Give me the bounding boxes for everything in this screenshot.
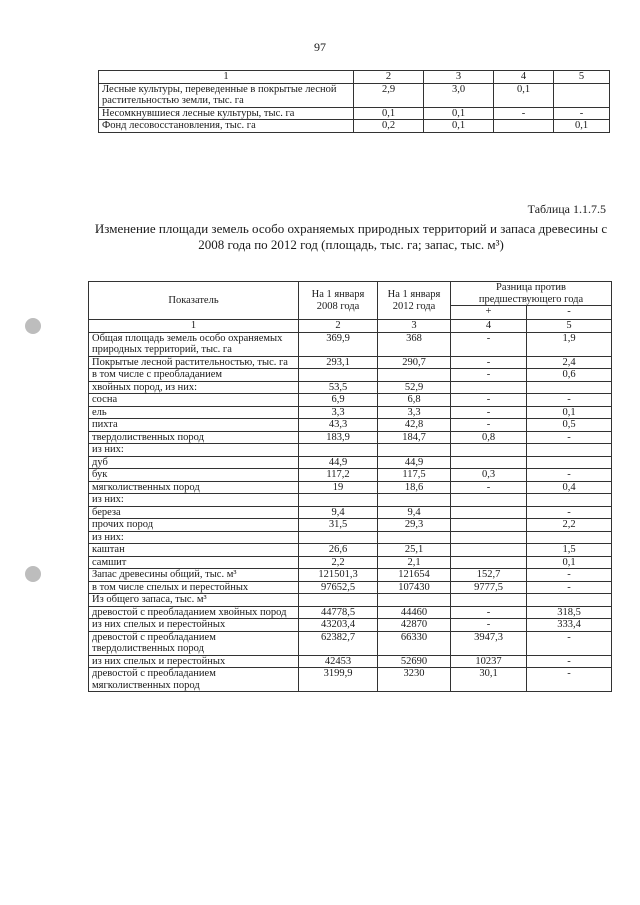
row-label: береза bbox=[89, 506, 299, 519]
value-cell: 318,5 bbox=[527, 606, 612, 619]
header-plus: + bbox=[451, 306, 527, 320]
row-label: твердолиственных пород bbox=[89, 431, 299, 444]
value-cell: 368 bbox=[378, 332, 451, 356]
value-cell: 1,9 bbox=[527, 332, 612, 356]
table-row bbox=[89, 332, 612, 356]
row-label: древостой с преобладанием хвойных пород bbox=[89, 606, 299, 619]
value-cell bbox=[299, 444, 378, 457]
row-label: Общая площадь земель особо охраняемых природных территорий, тыс. га bbox=[89, 332, 299, 356]
table-row bbox=[89, 356, 612, 369]
table-row bbox=[89, 481, 612, 494]
value-cell: 0,8 bbox=[451, 431, 527, 444]
table-row bbox=[89, 381, 612, 394]
value-cell: 1,5 bbox=[527, 544, 612, 557]
table-row bbox=[89, 631, 612, 655]
value-cell: 0,2 bbox=[354, 120, 424, 133]
value-cell: 19 bbox=[299, 481, 378, 494]
value-cell: 3,3 bbox=[299, 406, 378, 419]
value-cell bbox=[378, 531, 451, 544]
row-label: древостой с преобладанием твердолиственных пород bbox=[89, 631, 299, 655]
value-cell: - bbox=[451, 332, 527, 356]
value-cell: - bbox=[451, 406, 527, 419]
value-cell: 0,1 bbox=[494, 83, 554, 107]
value-cell: 10237 bbox=[451, 655, 527, 668]
table-row bbox=[89, 531, 612, 544]
value-cell: - bbox=[451, 606, 527, 619]
table-row bbox=[89, 606, 612, 619]
value-cell: 117,5 bbox=[378, 469, 451, 482]
value-cell: 43203,4 bbox=[299, 619, 378, 632]
table-row bbox=[89, 544, 612, 557]
value-cell: 44,9 bbox=[299, 456, 378, 469]
protected-areas-table bbox=[88, 281, 612, 692]
value-cell: 121501,3 bbox=[299, 569, 378, 582]
table-row bbox=[89, 619, 612, 632]
value-cell: 9,4 bbox=[299, 506, 378, 519]
value-cell: 0,1 bbox=[527, 406, 612, 419]
value-cell: 9777,5 bbox=[451, 581, 527, 594]
value-cell: 2,2 bbox=[299, 556, 378, 569]
value-cell: - bbox=[451, 369, 527, 382]
value-cell: 2,2 bbox=[527, 519, 612, 532]
value-cell: 2,1 bbox=[378, 556, 451, 569]
column-number: 2 bbox=[299, 320, 378, 333]
value-cell: 0,1 bbox=[424, 107, 494, 120]
value-cell: 66330 bbox=[378, 631, 451, 655]
header-difference: Разница против предшествующего года bbox=[451, 282, 612, 306]
value-cell: - bbox=[494, 107, 554, 120]
value-cell bbox=[299, 531, 378, 544]
value-cell: - bbox=[527, 655, 612, 668]
header-jan-2008: На 1 января 2008 года bbox=[299, 282, 378, 320]
value-cell bbox=[299, 369, 378, 382]
row-label: Лесные культуры, переведенные в покрытые лесной растительностью земли, тыс. га bbox=[99, 83, 354, 107]
value-cell bbox=[527, 494, 612, 507]
row-label: Запас древесины общий, тыс. м³ bbox=[89, 569, 299, 582]
value-cell: - bbox=[451, 619, 527, 632]
binder-hole bbox=[25, 566, 41, 582]
value-cell: 43,3 bbox=[299, 419, 378, 432]
row-label: из них спелых и перестойных bbox=[89, 655, 299, 668]
value-cell: 121654 bbox=[378, 569, 451, 582]
table-row bbox=[89, 668, 612, 692]
table-row bbox=[89, 406, 612, 419]
value-cell: 3,3 bbox=[378, 406, 451, 419]
column-number: 4 bbox=[494, 71, 554, 84]
column-number: 3 bbox=[424, 71, 494, 84]
table-row bbox=[99, 83, 610, 107]
value-cell: 152,7 bbox=[451, 569, 527, 582]
value-cell: 62382,7 bbox=[299, 631, 378, 655]
table-row bbox=[89, 519, 612, 532]
value-cell bbox=[378, 494, 451, 507]
value-cell: - bbox=[527, 569, 612, 582]
value-cell: - bbox=[451, 419, 527, 432]
value-cell bbox=[451, 556, 527, 569]
value-cell: - bbox=[451, 394, 527, 407]
value-cell: - bbox=[527, 469, 612, 482]
row-label: дуб bbox=[89, 456, 299, 469]
table-row bbox=[89, 581, 612, 594]
column-number: 1 bbox=[99, 71, 354, 84]
value-cell: 183,9 bbox=[299, 431, 378, 444]
header-jan-2012: На 1 января 2012 года bbox=[378, 282, 451, 320]
row-label: мягколиственных пород bbox=[89, 481, 299, 494]
value-cell: - bbox=[527, 581, 612, 594]
row-label: из них: bbox=[89, 444, 299, 457]
value-cell: - bbox=[554, 107, 610, 120]
table-row bbox=[89, 444, 612, 457]
row-label: сосна bbox=[89, 394, 299, 407]
value-cell bbox=[378, 369, 451, 382]
value-cell: 97652,5 bbox=[299, 581, 378, 594]
value-cell: - bbox=[527, 631, 612, 655]
column-number: 2 bbox=[354, 71, 424, 84]
column-number: 1 bbox=[89, 320, 299, 333]
table-row bbox=[89, 369, 612, 382]
value-cell: 0,1 bbox=[354, 107, 424, 120]
value-cell: - bbox=[527, 394, 612, 407]
value-cell bbox=[299, 494, 378, 507]
value-cell: 42453 bbox=[299, 655, 378, 668]
row-label: Покрытые лесной растительностью, тыс. га bbox=[89, 356, 299, 369]
value-cell: 3,0 bbox=[424, 83, 494, 107]
table-row bbox=[89, 556, 612, 569]
value-cell: 0,1 bbox=[424, 120, 494, 133]
value-cell: 25,1 bbox=[378, 544, 451, 557]
table-row bbox=[89, 419, 612, 432]
value-cell bbox=[494, 120, 554, 133]
value-cell bbox=[378, 594, 451, 607]
value-cell bbox=[378, 444, 451, 457]
table-row bbox=[89, 569, 612, 582]
table-row bbox=[89, 506, 612, 519]
row-label: из них: bbox=[89, 531, 299, 544]
value-cell: 2,9 bbox=[354, 83, 424, 107]
value-cell: 293,1 bbox=[299, 356, 378, 369]
value-cell bbox=[527, 594, 612, 607]
value-cell bbox=[299, 594, 378, 607]
value-cell: 0,5 bbox=[527, 419, 612, 432]
page-number: 97 bbox=[314, 40, 326, 54]
column-number-row bbox=[99, 71, 610, 84]
row-label: бук bbox=[89, 469, 299, 482]
value-cell: 30,1 bbox=[451, 668, 527, 692]
value-cell: - bbox=[527, 668, 612, 692]
header-indicator: Показатель bbox=[89, 282, 299, 320]
value-cell: - bbox=[451, 356, 527, 369]
value-cell: - bbox=[527, 506, 612, 519]
value-cell bbox=[451, 531, 527, 544]
row-label: Несомкнувшиеся лесные культуры, тыс. га bbox=[99, 107, 354, 120]
row-label: Фонд лесовосстановления, тыс. га bbox=[99, 120, 354, 133]
value-cell bbox=[451, 544, 527, 557]
table-row bbox=[99, 107, 610, 120]
value-cell: 9,4 bbox=[378, 506, 451, 519]
row-label: в том числе спелых и перестойных bbox=[89, 581, 299, 594]
value-cell: 44,9 bbox=[378, 456, 451, 469]
value-cell: 44778,5 bbox=[299, 606, 378, 619]
row-label: пихта bbox=[89, 419, 299, 432]
row-label: из них: bbox=[89, 494, 299, 507]
value-cell bbox=[527, 531, 612, 544]
value-cell: 0,4 bbox=[527, 481, 612, 494]
value-cell: 29,3 bbox=[378, 519, 451, 532]
value-cell bbox=[527, 456, 612, 469]
row-label: ель bbox=[89, 406, 299, 419]
value-cell: 3230 bbox=[378, 668, 451, 692]
value-cell: 31,5 bbox=[299, 519, 378, 532]
value-cell bbox=[554, 83, 610, 107]
value-cell: - bbox=[527, 431, 612, 444]
table-row bbox=[99, 120, 610, 133]
value-cell: 369,9 bbox=[299, 332, 378, 356]
value-cell: 117,2 bbox=[299, 469, 378, 482]
row-label: прочих пород bbox=[89, 519, 299, 532]
column-number: 3 bbox=[378, 320, 451, 333]
table-row bbox=[89, 431, 612, 444]
row-label: Из общего запаса, тыс. м³ bbox=[89, 594, 299, 607]
table-label: Таблица 1.1.7.5 bbox=[527, 202, 606, 216]
value-cell: 18,6 bbox=[378, 481, 451, 494]
value-cell: 42870 bbox=[378, 619, 451, 632]
value-cell: 0,6 bbox=[527, 369, 612, 382]
table-row bbox=[89, 494, 612, 507]
row-label: в том числе с преобладанием bbox=[89, 369, 299, 382]
value-cell: - bbox=[451, 481, 527, 494]
value-cell: 333,4 bbox=[527, 619, 612, 632]
row-label: самшит bbox=[89, 556, 299, 569]
value-cell: 52690 bbox=[378, 655, 451, 668]
value-cell bbox=[451, 444, 527, 457]
column-number: 4 bbox=[451, 320, 527, 333]
value-cell bbox=[451, 456, 527, 469]
value-cell bbox=[527, 444, 612, 457]
value-cell: 0,3 bbox=[451, 469, 527, 482]
value-cell bbox=[451, 381, 527, 394]
value-cell: 52,9 bbox=[378, 381, 451, 394]
column-number-row bbox=[89, 320, 612, 333]
value-cell bbox=[527, 381, 612, 394]
value-cell bbox=[451, 594, 527, 607]
row-label: древостой с преобладанием мягколиственных пород bbox=[89, 668, 299, 692]
row-label: из них спелых и перестойных bbox=[89, 619, 299, 632]
header-minus: - bbox=[527, 306, 612, 320]
binder-hole bbox=[25, 318, 41, 334]
value-cell: 184,7 bbox=[378, 431, 451, 444]
value-cell bbox=[451, 494, 527, 507]
value-cell: 107430 bbox=[378, 581, 451, 594]
value-cell: 6,9 bbox=[299, 394, 378, 407]
value-cell bbox=[451, 506, 527, 519]
row-label: хвойных пород, из них: bbox=[89, 381, 299, 394]
value-cell: 53,5 bbox=[299, 381, 378, 394]
value-cell: 3199,9 bbox=[299, 668, 378, 692]
value-cell: 3947,3 bbox=[451, 631, 527, 655]
value-cell: 2,4 bbox=[527, 356, 612, 369]
value-cell: 290,7 bbox=[378, 356, 451, 369]
value-cell: 6,8 bbox=[378, 394, 451, 407]
row-label: каштан bbox=[89, 544, 299, 557]
table-caption: Изменение площади земель особо охраняемых природных территорий и запаса древесины с 2008 года по 2012 год (площадь, тыс. га; запас, тыс. м³) bbox=[94, 221, 608, 252]
table-row bbox=[89, 469, 612, 482]
column-number: 5 bbox=[527, 320, 612, 333]
value-cell: 44460 bbox=[378, 606, 451, 619]
table-row bbox=[89, 594, 612, 607]
value-cell: 26,6 bbox=[299, 544, 378, 557]
continued-table bbox=[98, 70, 610, 133]
value-cell: 42,8 bbox=[378, 419, 451, 432]
value-cell: 0,1 bbox=[527, 556, 612, 569]
column-number: 5 bbox=[554, 71, 610, 84]
table-row bbox=[89, 655, 612, 668]
value-cell bbox=[451, 519, 527, 532]
table-row bbox=[89, 456, 612, 469]
table-row bbox=[89, 394, 612, 407]
value-cell: 0,1 bbox=[554, 120, 610, 133]
